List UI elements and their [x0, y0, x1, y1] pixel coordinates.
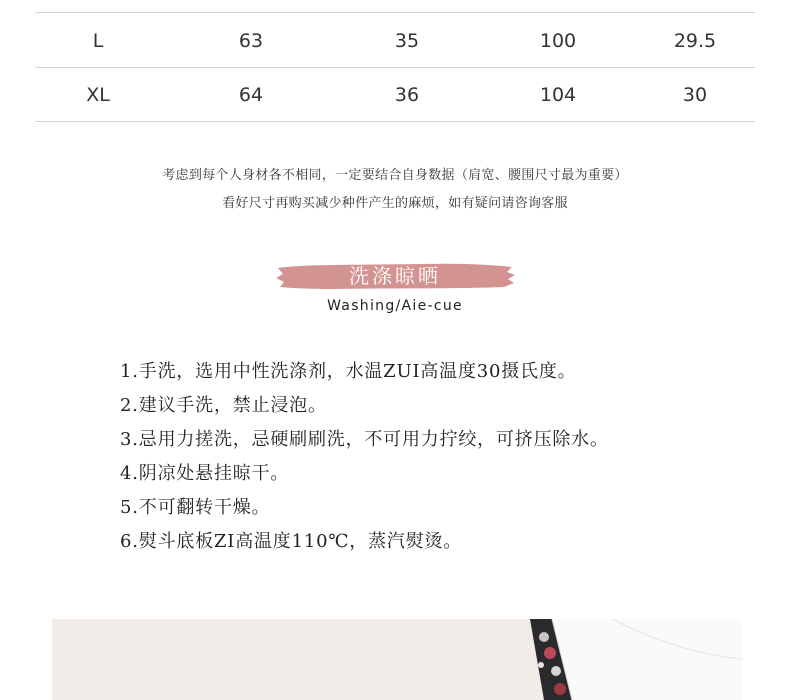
- list-item: 4.阴凉处悬挂晾干。: [120, 463, 290, 484]
- measurement-cell: 30: [682, 84, 708, 106]
- measurement-cell: 63: [238, 30, 264, 52]
- table-row: [35, 68, 755, 122]
- measurement-cell: 104: [539, 84, 577, 106]
- list-item: 2.建议手洗，禁止浸泡。: [120, 395, 327, 416]
- measurement-cell: 100: [539, 30, 577, 52]
- size-cell: XL: [86, 84, 110, 106]
- product-photo: [52, 619, 742, 700]
- measurement-cell: 29.5: [673, 30, 717, 52]
- measurement-cell: 35: [394, 30, 420, 52]
- garment-image: [52, 619, 742, 700]
- section-banner: [274, 262, 516, 290]
- measurement-cell: 64: [238, 84, 264, 106]
- care-instructions-list: [120, 360, 609, 564]
- section-subtitle: Washing/Aie-cue: [327, 298, 463, 314]
- list-item: 6.熨斗底板ZI高温度110℃，蒸汽熨烫。: [120, 531, 463, 552]
- sizing-note: 看好尺寸再购买减少种件产生的麻烦，如有疑问请咨询客服: [222, 196, 568, 211]
- table-row: [35, 14, 755, 68]
- list-item: 3.忌用力搓洗，忌硬刷刷洗，不可用力拧绞，可挤压除水。: [120, 429, 609, 450]
- table-divider: [35, 121, 755, 122]
- measurement-cell: 36: [394, 84, 420, 106]
- table-divider: [35, 12, 755, 13]
- list-item: 5.不可翻转干燥。: [120, 497, 271, 518]
- section-title: 洗涤晾晒: [349, 264, 441, 288]
- sizing-note: 考虑到每个人身材各不相同，一定要结合自身数据（肩宽、腰围尺寸最为重要）: [162, 168, 628, 183]
- list-item: 1.手洗，选用中性洗涤剂，水温ZUI高温度30摄氏度。: [120, 361, 577, 382]
- size-cell: L: [92, 30, 104, 52]
